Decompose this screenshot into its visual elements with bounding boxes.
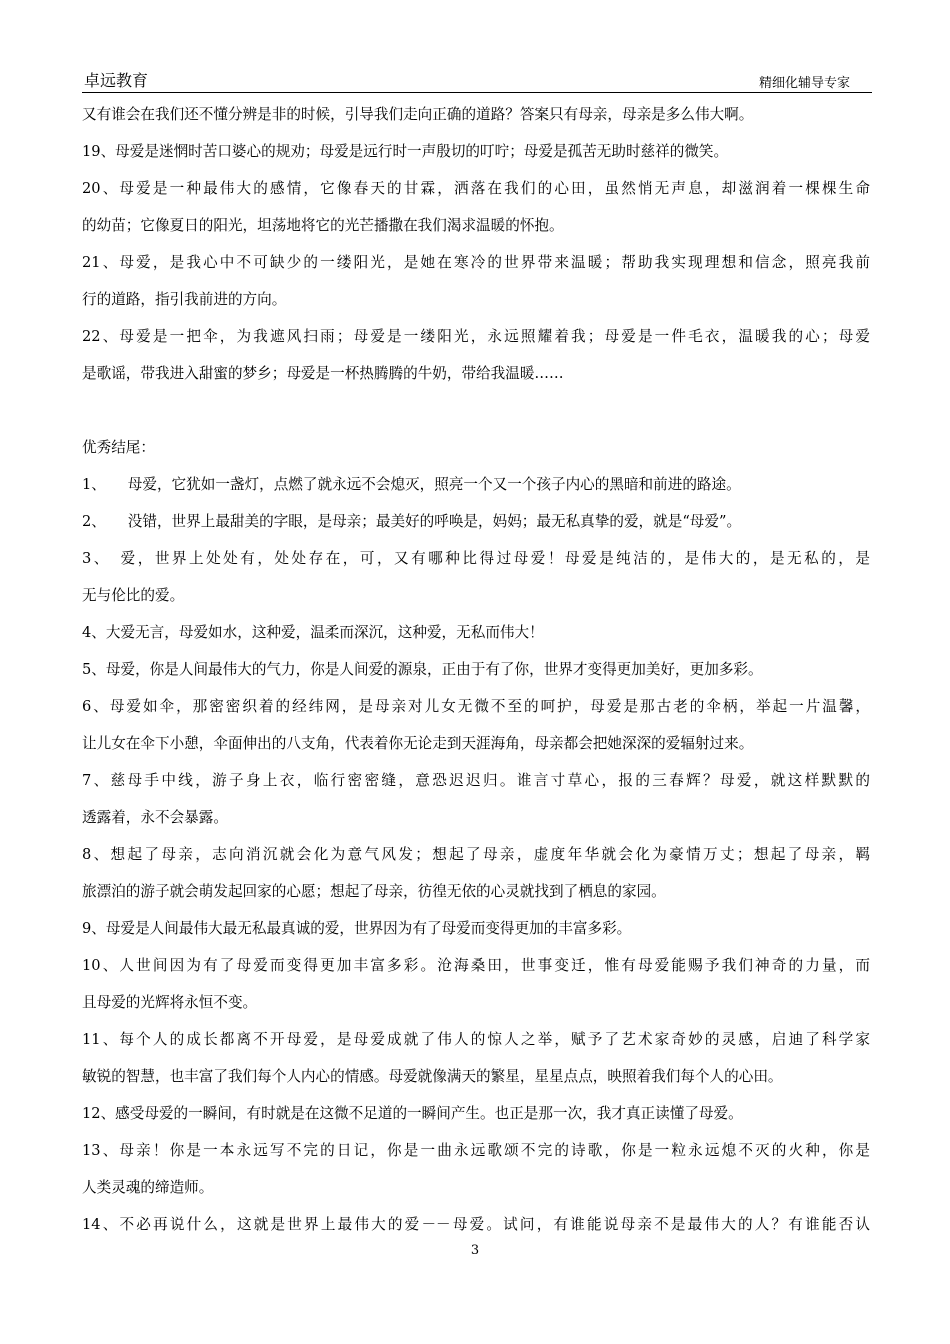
text-line: 1、 母爱，它犹如一盏灯，点燃了就永远不会熄灭，照亮一个又一个孩子内心的黑暗和前进的路途。 <box>82 476 741 493</box>
text-line: 6、母爱如伞，那密密织着的经纬网，是母亲对儿女无微不至的呵护，母爱是那古老的伞柄，举起一片温馨， <box>82 698 870 715</box>
text-line: 22、母爱是一把伞，为我遮风扫雨；母爱是一缕阳光，永远照耀着我；母爱是一件毛衣，温暖我的心；母爱 <box>82 328 870 345</box>
text-line: 13、母亲！你是一本永远写不完的日记，你是一曲永远歌颂不完的诗歌，你是一粒永远熄不灭的火种，你是 <box>82 1142 870 1159</box>
text-line: 12、感受母爱的一瞬间，有时就是在这微不足道的一瞬间产生。也正是那一次，我才真正读懂了母爱。 <box>82 1105 743 1122</box>
page-number: 3 <box>470 1243 480 1258</box>
text-line: 8、想起了母亲，志向消沉就会化为意气风发；想起了母亲，虚度年华就会化为豪情万丈；想起了母亲，羁 <box>82 846 870 863</box>
page-header <box>82 68 872 93</box>
text-line: 人类灵魂的缔造师。 <box>82 1179 214 1196</box>
text-line: 3、 爱，世界上处处有，处处存在，可，又有哪种比得过母爱！母爱是纯洁的，是伟大的，是无私的，是 <box>82 550 870 567</box>
text-line: 让儿女在伞下小憩，伞面伸出的八支角，代表着你无论走到天涯海角，母亲都会把她深深的爱辐射过来。 <box>82 735 754 752</box>
text-line: 是歌谣，带我进入甜蜜的梦乡；母爱是一杯热腾腾的牛奶，带给我温暖…… <box>82 365 564 382</box>
text-line: 14、不必再说什么，这就是世界上最伟大的爱－－母爱。试问，有谁能说母亲不是最伟大的人？有谁能否认 <box>82 1216 870 1233</box>
header-organization: 卓远教育 <box>84 71 149 90</box>
text-line: 的幼苗；它像夏日的阳光，坦荡地将它的光芒播撒在我们渴求温暖的怀抱。 <box>82 217 564 234</box>
text-line: 7、慈母手中线，游子身上衣，临行密密缝，意恐迟迟归。谁言寸草心，报的三春辉？母爱，就这样默默的 <box>82 772 870 789</box>
document-body <box>82 96 870 1243</box>
text-line: 无与伦比的爱。 <box>82 587 185 604</box>
text-line: 10、人世间因为有了母爱而变得更加丰富多彩。沧海桑田，世事变迁，惟有母爱能赐予我们神奇的力量，而 <box>82 957 870 974</box>
text-line: 旅漂泊的游子就会萌发起回家的心愿；想起了母亲，彷徨无依的心灵就找到了栖息的家园。 <box>82 883 666 900</box>
text-line: 20、母爱是一种最伟大的感情，它像春天的甘霖，洒落在我们的心田，虽然悄无声息，却滋润着一棵棵生命 <box>82 180 870 197</box>
text-line: 19、母爱是迷惘时苦口婆心的规劝；母爱是远行时一声殷切的叮咛；母爱是孤苦无助时慈祥的微笑。 <box>82 143 729 160</box>
text-line: 4、大爱无言，母爱如水，这种爱，温柔而深沉，这种爱，无私而伟大！ <box>82 624 544 641</box>
text-line: 敏锐的智慧，也丰富了我们每个人内心的情感。母爱就像满天的繁星，星星点点，映照着我们每个人的心田。 <box>82 1068 783 1085</box>
text-line: 11、每个人的成长都离不开母爱，是母爱成就了伟人的惊人之举，赋予了艺术家奇妙的灵感，启迪了科学家 <box>82 1031 870 1048</box>
text-line: 又有谁会在我们还不懂分辨是非的时候，引导我们走向正确的道路？答案只有母亲，母亲是多么伟大啊。 <box>82 106 754 123</box>
section-heading: 优秀结尾： <box>82 439 155 456</box>
header-slogan: 精细化辅导专家 <box>758 76 850 91</box>
text-line: 21、母爱，是我心中不可缺少的一缕阳光，是她在寒冷的世界带来温暖；帮助我实现理想和信念，照亮我前 <box>82 254 870 271</box>
text-line: 且母爱的光辉将永恒不变。 <box>82 994 258 1011</box>
blank-line <box>82 392 870 429</box>
text-line: 2、 没错，世界上最甜美的字眼，是母亲；最美好的呼唤是，妈妈；最无私真挚的爱，就是“母爱”。 <box>82 513 742 530</box>
text-line: 9、母爱是人间最伟大最无私最真诚的爱，世界因为有了母爱而变得更加的丰富多彩。 <box>82 920 632 937</box>
text-line: 行的道路，指引我前进的方向。 <box>82 291 287 308</box>
text-line: 透露着，永不会暴露。 <box>82 809 228 826</box>
text-line: 5、母爱，你是人间最伟大的气力，你是人间爱的源泉，正由于有了你，世界才变得更加美好，更加多彩。 <box>82 661 763 678</box>
